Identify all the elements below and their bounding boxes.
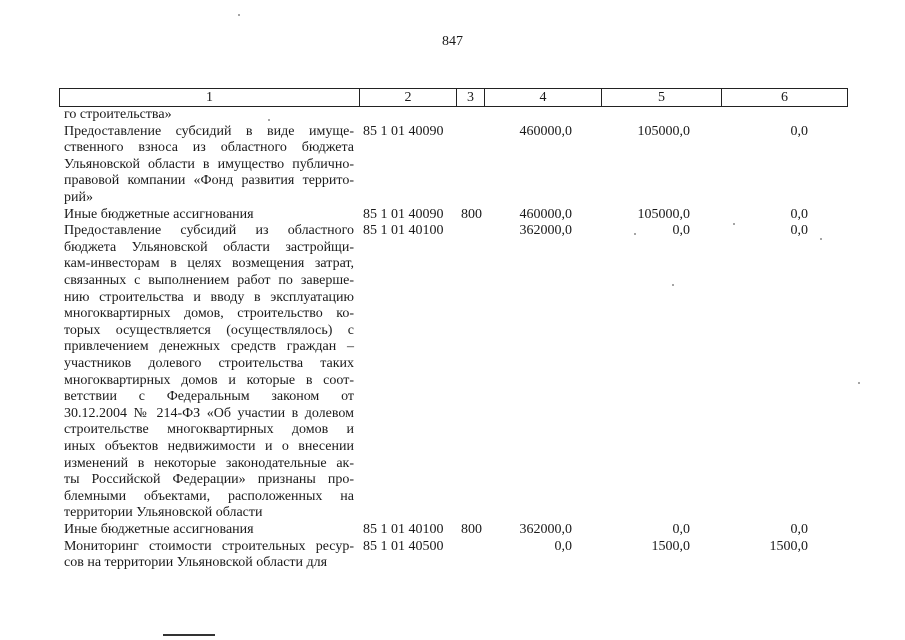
budget-code: 85 1 01 40500 [363, 538, 444, 554]
description-line: ственного взноса из областного бюджета [64, 140, 354, 156]
description-line: нию строительства и вводу в эксплуатацию [64, 289, 354, 305]
description-line: сов на территории Ульяновской области для [64, 555, 328, 571]
table-row [0, 124, 905, 207]
table-row [0, 207, 905, 224]
budget-code: 85 1 01 40100 [363, 521, 444, 537]
amount-col-6: 1500,0 [769, 538, 808, 554]
budget-code: 85 1 01 40090 [363, 123, 444, 139]
amount-col-5: 105000,0 [637, 123, 690, 139]
description-line: Предоставление субсидий из областного [64, 223, 354, 239]
amount-col-6: 0,0 [790, 223, 808, 239]
description-line: иных объектов недвижимости и о внесении [64, 438, 354, 454]
scan-speck [672, 284, 674, 286]
column-header-4: 4 [485, 89, 602, 107]
amount-col-4: 460000,0 [519, 123, 572, 139]
amount-col-4: 0,0 [554, 538, 572, 554]
column-header-3: 3 [457, 89, 485, 107]
budget-rows [0, 107, 905, 572]
expense-type-code: 800 [461, 206, 482, 222]
description-line: строительстве многоквартирных домов и [64, 422, 354, 438]
budget-code: 85 1 01 40100 [363, 223, 444, 239]
description-line: многоквартирных домов, строительство ко- [64, 306, 354, 322]
row-description [64, 107, 354, 124]
scan-speck [733, 223, 735, 225]
description-line: связанных с выполнением работ по заверше- [64, 272, 354, 288]
description-line: Мониторинг стоимости строительных ресур- [64, 538, 354, 554]
row-description [64, 124, 354, 207]
table-row [0, 522, 905, 539]
description-line: многоквартирных домов и которые в соот- [64, 372, 354, 388]
scan-edge-line [163, 634, 215, 636]
description-line: рий» [64, 189, 93, 205]
amount-col-5: 1500,0 [651, 538, 690, 554]
description-line: торых осуществляется (осуществлялось) с [64, 322, 354, 338]
amount-col-5: 0,0 [672, 223, 690, 239]
description-line: кам-инвесторам в целях возмещения затрат, [64, 256, 354, 272]
description-line: территории Ульяновской области [64, 505, 263, 521]
column-header-6: 6 [722, 89, 848, 107]
description-line: участников долевого строительства таких [64, 355, 354, 371]
expense-type-code: 800 [461, 521, 482, 537]
table-row [0, 107, 905, 124]
description-line: го строительства» [64, 107, 172, 122]
amount-col-4: 362000,0 [519, 521, 572, 537]
row-description [64, 223, 354, 522]
row-description [64, 539, 354, 572]
column-header-2: 2 [360, 89, 457, 107]
column-header-5: 5 [602, 89, 722, 107]
scan-speck [268, 119, 270, 121]
budget-code: 85 1 01 40090 [363, 206, 444, 222]
description-line: привлечением денежных средств граждан – [64, 339, 354, 355]
description-line: 30.12.2004 № 214-ФЗ «Об участии в долевом [64, 405, 354, 421]
amount-col-4: 460000,0 [519, 206, 572, 222]
column-header-1: 1 [60, 89, 360, 107]
scan-speck [820, 238, 822, 240]
description-line: ты Российской Федерации» признаны про- [64, 472, 354, 488]
description-line: ветствии с Федеральным законом от [64, 389, 354, 405]
description-line: Иные бюджетные ассигнования [64, 206, 254, 222]
description-line: бюджета Ульяновской области застройщи- [64, 239, 354, 255]
table-row [0, 539, 905, 572]
description-line: блемными объектами, расположенных на [64, 488, 354, 504]
description-line: Ульяновской области в имущество публично- [64, 156, 354, 172]
column-header-table [59, 88, 848, 107]
description-line: правовой компании «Фонд развития террито- [64, 173, 354, 189]
row-description [64, 522, 354, 539]
description-line: Предоставление субсидий в виде имуще- [64, 123, 354, 139]
scan-speck [858, 382, 860, 384]
table-row [0, 223, 905, 522]
scan-speck [238, 14, 240, 16]
amount-col-4: 362000,0 [519, 223, 572, 239]
amount-col-5: 105000,0 [637, 206, 690, 222]
scan-speck [634, 233, 636, 235]
amount-col-5: 0,0 [672, 521, 690, 537]
amount-col-6: 0,0 [790, 521, 808, 537]
column-header-row [60, 89, 848, 107]
description-line: Иные бюджетные ассигнования [64, 521, 254, 537]
row-description [64, 207, 354, 224]
page-number: 847 [442, 34, 463, 49]
description-line: изменений в некоторые законодательные ак- [64, 455, 354, 471]
amount-col-6: 0,0 [790, 206, 808, 222]
amount-col-6: 0,0 [790, 123, 808, 139]
